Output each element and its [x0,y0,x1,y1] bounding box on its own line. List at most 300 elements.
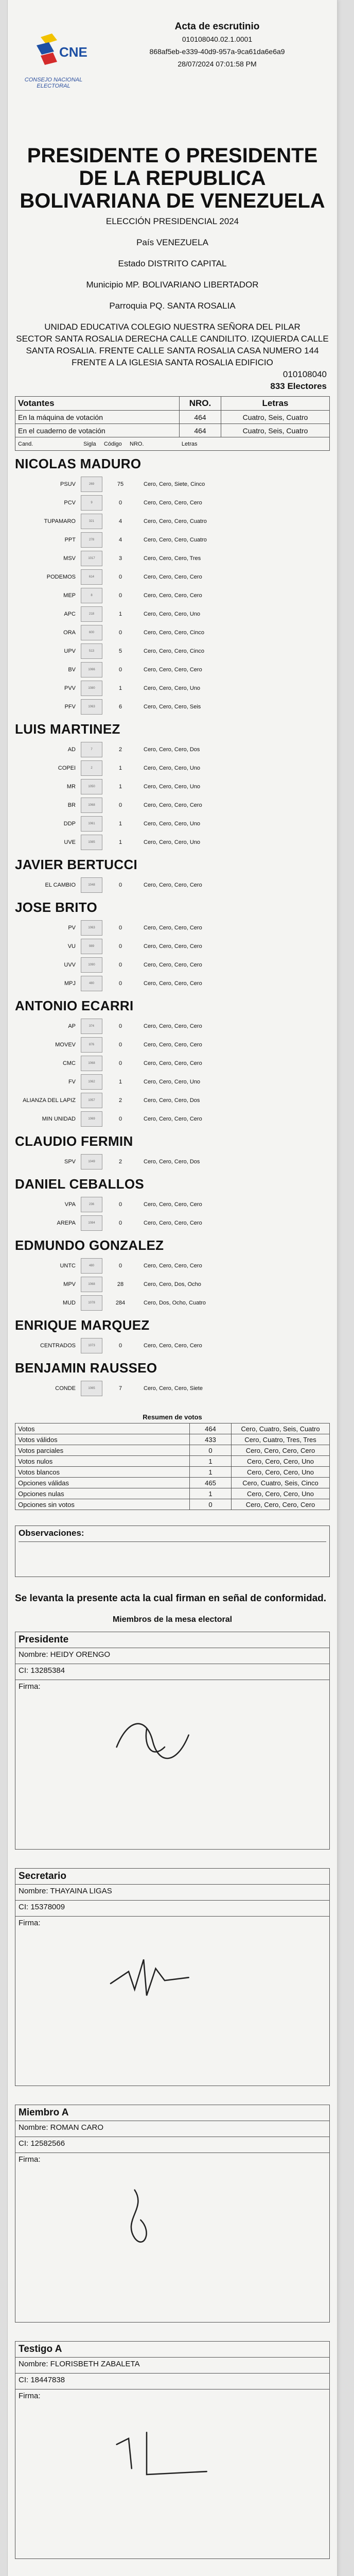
member-name: Nombre: ROMAN CARO [15,2121,329,2137]
party-votes: 1 [118,784,122,790]
party-votes: 0 [118,1116,122,1122]
cell: Opciones nulas [15,1488,190,1499]
party-votes-letters: Cero, Cero, Cero, Cuatro [144,537,207,543]
party-acronym: ORA [63,630,76,636]
member-name: Nombre: FLORISBETH ZABALETA [15,2358,329,2374]
party-row [15,475,330,494]
party-row [15,759,330,777]
party-row [15,586,330,605]
party-acronym: ALIANZA DEL LAPIZ [23,1097,76,1104]
party-votes-letters: Cero, Cero, Cero, Cero [144,980,202,987]
party-votes-letters: Cero, Cero, Cero, Cero [144,1343,202,1349]
logo-caption: CONSEJO NACIONAL ELECTORAL [24,77,83,89]
party-votes: 284 [115,1300,126,1306]
party-row [15,1294,330,1312]
party-votes-letters: Cero, Cero, Cero, Cero [144,962,202,968]
party-votes-letters: Cero, Cero, Cero, Seis [144,704,201,710]
table-row [15,1434,330,1445]
party-votes-letters: Cero, Cero, Cero, Uno [144,685,201,691]
party-acronym: SPV [64,1159,76,1165]
party-acronym: TUPAMARO [44,518,76,524]
party-votes-letters: Cero, Cero, Cero, Cero [144,667,202,673]
party-code: 1048 [81,877,102,893]
candidate-name: BENJAMIN RAUSSEO [15,1360,157,1376]
party-row [15,796,330,815]
party-acronym: UVE [64,839,76,845]
member-signature-area [15,2389,329,2558]
cell: 464 [190,1423,232,1434]
cell: 0 [190,1499,232,1510]
party-row [15,1054,330,1073]
party-acronym: VU [67,943,76,950]
party-code: 614 [81,569,102,585]
party-votes: 0 [118,980,122,987]
party-votes-letters: Cero, Cero, Cero, Uno [144,611,201,617]
party-votes: 1 [118,821,122,827]
party-acronym: VPA [64,1201,76,1208]
party-acronym: UVV [64,962,76,968]
member-ci: CI: 13285384 [15,1664,329,1680]
party-code: 600 [81,625,102,640]
party-votes-letters: Cero, Cero, Cero, Cuatro [144,518,207,524]
party-acronym: PPT [64,537,76,543]
party-votes: 7 [118,1385,122,1392]
party-code: 9 [81,495,102,511]
party-row [15,605,330,623]
col-letras: Letras [221,397,330,411]
party-votes: 2 [118,747,122,753]
party-code: 1057 [81,1093,102,1108]
conformity-statement: Se levanta la presente acta la cual firman en señal de conformidad. [15,1593,327,1604]
party-code: 1061 [81,816,102,832]
party-code: 480 [81,1258,102,1274]
electors-count: 833 Electores [270,381,327,391]
party-acronym: MR [66,784,76,790]
cell: En la máquina de votación [15,411,180,424]
party-row [15,642,330,660]
party-acronym: PODEMOS [46,574,76,580]
table-row [15,424,330,437]
member-block [15,1868,330,2086]
party-acronym: AD [67,747,76,753]
party-header-row [15,437,330,451]
cell: Votos blancos [15,1467,190,1478]
cell: Votos válidos [15,1434,190,1445]
cell: Cero, Cuatro, Seis, Cuatro [232,1423,330,1434]
party-code: 1066 [81,662,102,677]
party-row [15,568,330,586]
party-votes: 28 [117,1281,124,1287]
party-code: 1073 [81,1338,102,1353]
party-code: 1084 [81,1215,102,1231]
member-firma-label: Firma: [19,1919,41,1927]
party-acronym: COPEI [58,765,76,771]
cell: Cero, Cero, Cero, Uno [232,1467,330,1478]
parish: Parroquia PQ. SANTA ROSALIA [109,301,236,311]
cell: Cero, Cuatro, Seis, Cinco [232,1478,330,1488]
member-firma-label: Firma: [19,2155,41,2164]
party-acronym: AREPA [57,1220,76,1226]
party-votes: 0 [118,574,122,580]
party-code: 1078 [81,1295,102,1311]
center-address: SECTOR SANTA ROSALIA DERECHA CALLE CANDILITO. IZQUIERDA CALLE SANTA ROSALIA. FRENTE CALLE SANTA ROSALIA CASA NUMERO 144 FRENTE A LA IGLESIA SANTA ROSALIA EDIFICIO [16,334,329,367]
party-code: 1068 [81,798,102,813]
party-row [15,919,330,937]
party-row [15,833,330,852]
party-row [15,679,330,698]
party-code: 278 [81,532,102,548]
party-votes: 0 [118,1201,122,1208]
member-signature-area [15,2153,329,2322]
party-votes-letters: Cero, Dos, Ocho, Cuatro [144,1300,206,1306]
cell: 0 [190,1445,232,1456]
cell: Votos [15,1423,190,1434]
party-row [15,623,330,642]
candidate-name: CLAUDIO FERMIN [15,1133,133,1149]
party-votes-letters: Cero, Cero, Cero, Uno [144,784,201,790]
cell: Opciones sin votos [15,1499,190,1510]
party-votes: 0 [118,1042,122,1048]
cell: Cero, Cero, Cero, Uno [232,1488,330,1499]
party-votes-letters: Cero, Cero, Cero, Cero [144,943,202,950]
party-votes: 6 [118,704,122,710]
party-acronym: DDP [63,821,76,827]
party-row [15,1017,330,1036]
table-row [15,1445,330,1456]
party-votes-letters: Cero, Cero, Cero, Cero [144,1116,202,1122]
cell: 464 [180,411,221,424]
party-row [15,512,330,531]
party-acronym: MUD [62,1300,76,1306]
party-votes-letters: Cero, Cero, Cero, Tres [144,555,201,562]
party-code: 2 [81,760,102,776]
cell: Código [103,440,122,447]
party-votes: 0 [118,1343,122,1349]
party-votes: 0 [118,1263,122,1269]
party-votes-letters: Cero, Cero, Cero, Cinco [144,648,204,654]
cell: Votos parciales [15,1445,190,1456]
party-row [15,1036,330,1054]
cne-logo [15,15,92,89]
cell: Cero, Cero, Cero, Cero [232,1499,330,1510]
svg-text:CNE: CNE [59,44,87,60]
member-block [15,2105,330,2323]
cell: 1 [190,1467,232,1478]
cell: Sigla [83,440,96,447]
member-block [15,2341,330,2559]
party-votes: 0 [118,630,122,636]
party-code: 1069 [81,1111,102,1127]
member-role: Secretario [15,1869,329,1885]
candidate-name: EDMUNDO GONZALEZ [15,1238,164,1253]
member-firma-label: Firma: [19,2392,41,2400]
party-votes: 1 [118,1079,122,1085]
party-votes-letters: Cero, Cero, Cero, Uno [144,765,201,771]
acta-label: Acta de escrutinio [174,21,260,32]
signature-icon [108,1947,221,2020]
member-name: Nombre: THAYAINA LIGAS [15,1885,329,1901]
party-votes: 1 [118,765,122,771]
member-ci: CI: 18447838 [15,2374,329,2389]
party-row [15,1091,330,1110]
cell: Cand. [18,440,33,447]
party-acronym: UPV [64,648,76,654]
party-code: 1065 [81,1381,102,1396]
cell: Votos nulos [15,1456,190,1467]
party-acronym: MSV [63,555,76,562]
party-votes-letters: Cero, Cero, Cero, Dos [144,747,200,753]
party-code: 1085 [81,835,102,850]
party-votes-letters: Cero, Cero, Cero, Cero [144,1263,202,1269]
cell: 433 [190,1434,232,1445]
party-votes-letters: Cero, Cero, Cero, Cero [144,500,202,506]
party-code: 1068 [81,1277,102,1292]
party-acronym: MEP [63,592,76,599]
cell: 464 [180,424,221,437]
party-acronym: CMC [62,1060,76,1066]
party-code: 1062 [81,1074,102,1090]
candidate-name: NICOLAS MADURO [15,456,141,471]
party-code: 1080 [81,681,102,696]
party-row [15,1257,330,1275]
party-votes: 0 [118,1060,122,1066]
party-acronym: MIN UNIDAD [42,1116,76,1122]
table-row [15,1488,330,1499]
party-votes-letters: Cero, Cero, Cero, Cero [144,1060,202,1066]
cell: Letras [181,440,198,447]
party-votes: 0 [118,962,122,968]
cell: Cuatro, Seis, Cuatro [221,411,330,424]
election-title: PRESIDENTE O PRESIDENTE DE LA REPUBLICA BOLIVARIANA DE VENEZUELA [20,144,325,212]
party-acronym: PCV [64,500,76,506]
party-acronym: EL CAMBIO [45,882,76,888]
col-votantes: Votantes [15,397,180,411]
party-code: 1063 [81,920,102,936]
party-code: 218 [81,606,102,622]
party-votes-letters: Cero, Cero, Cero, Uno [144,1079,201,1085]
signature-icon [108,2420,221,2493]
party-votes-letters: Cero, Cero, Cero, Uno [144,821,201,827]
party-code: 1017 [81,551,102,566]
party-row [15,1336,330,1355]
party-row [15,1275,330,1294]
member-ci: CI: 12582566 [15,2137,329,2153]
party-code: 1068 [81,1056,102,1071]
party-votes-letters: Cero, Cero, Cero, Uno [144,839,201,845]
party-code: 876 [81,1037,102,1053]
party-acronym: BV [68,667,76,673]
country: País VENEZUELA [136,238,208,247]
acta-header [15,15,330,139]
party-acronym: MPJ [64,980,76,987]
party-votes: 0 [118,1023,122,1029]
cell: Cuatro, Seis, Cuatro [221,424,330,437]
party-code: 374 [81,1019,102,1034]
party-votes-letters: Cero, Cero, Cero, Cero [144,1201,202,1208]
party-votes: 0 [118,943,122,950]
table-row [15,1456,330,1467]
party-row [15,698,330,716]
party-votes: 4 [118,518,122,524]
party-votes-letters: Cero, Cero, Cero, Cero [144,802,202,808]
party-votes: 0 [118,802,122,808]
party-acronym: UNTC [60,1263,76,1269]
party-row [15,1214,330,1232]
party-votes-letters: Cero, Cero, Cero, Dos [144,1159,200,1165]
cell: Cero, Cero, Cero, Uno [232,1456,330,1467]
party-votes-letters: Cero, Cero, Cero, Cero [144,574,202,580]
party-code: 236 [81,1197,102,1212]
member-firma-label: Firma: [19,1682,41,1691]
cell: En el cuaderno de votación [15,424,180,437]
election-subtitle: ELECCIÓN PRESIDENCIAL 2024 [105,216,239,226]
signature-icon [108,1711,221,1783]
party-votes: 0 [118,925,122,931]
party-votes-letters: Cero, Cero, Cero, Cero [144,882,202,888]
cell: 1 [190,1488,232,1499]
table-row [15,1423,330,1434]
party-votes: 75 [117,481,124,487]
party-row [15,549,330,568]
party-votes: 2 [118,1159,122,1165]
acta-datetime: 28/07/2024 07:01:58 PM [178,60,257,68]
candidate-name: DANIEL CEBALLOS [15,1176,145,1192]
party-code: 269 [81,477,102,492]
party-votes: 4 [118,537,122,543]
voters-table [15,396,330,451]
party-code: 989 [81,939,102,954]
candidate-name: ENRIQUE MARQUEZ [15,1317,150,1333]
municipality: Municipio MP. BOLIVARIANO LIBERTADOR [86,280,259,290]
candidate-name: LUIS MARTINEZ [15,721,120,737]
table-row [15,1499,330,1510]
party-acronym: FV [68,1079,76,1085]
acta-code: 868af5eb-e339-40d9-957a-9ca61da6e6a9 [149,47,285,56]
party-votes: 1 [118,611,122,617]
party-row [15,1153,330,1171]
party-acronym: CONDE [55,1385,76,1392]
candidates-list [15,456,330,1398]
party-acronym: MPV [63,1281,76,1287]
party-row [15,974,330,993]
members-list [15,1632,330,2576]
party-row [15,937,330,956]
party-votes-letters: Cero, Cero, Siete, Cinco [144,481,205,487]
cell: Cero, Cero, Cero, Cero [232,1445,330,1456]
party-acronym: PSUV [60,481,76,487]
observations-label: Observaciones: [19,1528,84,1538]
party-acronym: PV [68,925,76,931]
party-row [15,777,330,796]
observations-box [15,1526,330,1577]
candidate-name: JAVIER BERTUCCI [15,857,138,872]
party-row [15,815,330,833]
party-row [15,1379,330,1398]
member-role: Presidente [15,1632,329,1648]
party-votes: 2 [118,1097,122,1104]
party-votes: 1 [118,839,122,845]
cell: 1 [190,1456,232,1467]
party-votes: 3 [118,555,122,562]
party-votes-letters: Cero, Cero, Dos, Ocho [144,1281,201,1287]
party-row [15,494,330,512]
party-acronym: PVV [64,685,76,691]
party-row [15,740,330,759]
party-votes-letters: Cero, Cero, Cero, Cero [144,1220,202,1226]
cell: NRO. [130,440,144,447]
party-acronym: BR [67,802,76,808]
signature-icon [108,2184,221,2256]
party-code: 513 [81,643,102,659]
party-code: 8 [81,588,102,603]
party-acronym: APC [64,611,76,617]
party-row [15,531,330,549]
member-role: Testigo A [15,2342,329,2358]
cell: Cero, Cuatro, Tres, Tres [232,1434,330,1445]
center-code: 010108040 [282,369,327,379]
member-block [15,1632,330,1850]
party-row [15,660,330,679]
party-row [15,1073,330,1091]
party-votes: 0 [118,1220,122,1226]
party-code: 7 [81,742,102,757]
table-row [15,411,330,424]
center-name: UNIDAD EDUCATIVA COLEGIO NUESTRA SEÑORA DEL PILAR [44,322,300,332]
candidate-name: ANTONIO ECARRI [15,998,134,1013]
candidate-name: JOSE BRITO [15,900,98,915]
party-code: 1050 [81,779,102,794]
table-row [15,1478,330,1488]
member-role: Miembro A [15,2105,329,2121]
party-votes: 0 [118,592,122,599]
member-name: Nombre: HEIDY ORENGO [15,1648,329,1664]
party-votes-letters: Cero, Cero, Cero, Cero [144,592,202,599]
party-votes: 0 [118,882,122,888]
party-votes-letters: Cero, Cero, Cero, Cero [144,1023,202,1029]
party-acronym: PFV [64,704,76,710]
party-row [15,1195,330,1214]
party-votes: 0 [118,667,122,673]
cell: 465 [190,1478,232,1488]
party-votes: 1 [118,685,122,691]
col-nro: NRO. [180,397,221,411]
member-signature-area [15,1917,329,2086]
party-votes-letters: Cero, Cero, Cero, Siete [144,1385,203,1392]
member-signature-area [15,1680,329,1849]
party-votes: 5 [118,648,122,654]
party-code: 1063 [81,699,102,715]
party-votes-letters: Cero, Cero, Cero, Cero [144,925,202,931]
party-row [15,1110,330,1128]
party-code: 1049 [81,1154,102,1170]
mesa-title: Miembros de la mesa electoral [112,1615,233,1624]
party-code: 480 [81,976,102,991]
party-votes-letters: Cero, Cero, Cero, Cinco [144,630,204,636]
party-acronym: MOVEV [55,1042,76,1048]
summary-title: Resumen de votos [143,1413,202,1421]
party-code: 321 [81,514,102,529]
party-acronym: AP [68,1023,76,1029]
party-votes: 0 [118,500,122,506]
member-ci: CI: 15378009 [15,1901,329,1917]
summary-table [15,1423,330,1510]
party-row [15,876,330,894]
party-votes-letters: Cero, Cero, Cero, Cero [144,1042,202,1048]
acta-paper [7,0,338,2576]
table-row [15,1467,330,1478]
state: Estado DISTRITO CAPITAL [118,259,227,268]
acta-number: 010108040.02.1.0001 [182,35,253,43]
